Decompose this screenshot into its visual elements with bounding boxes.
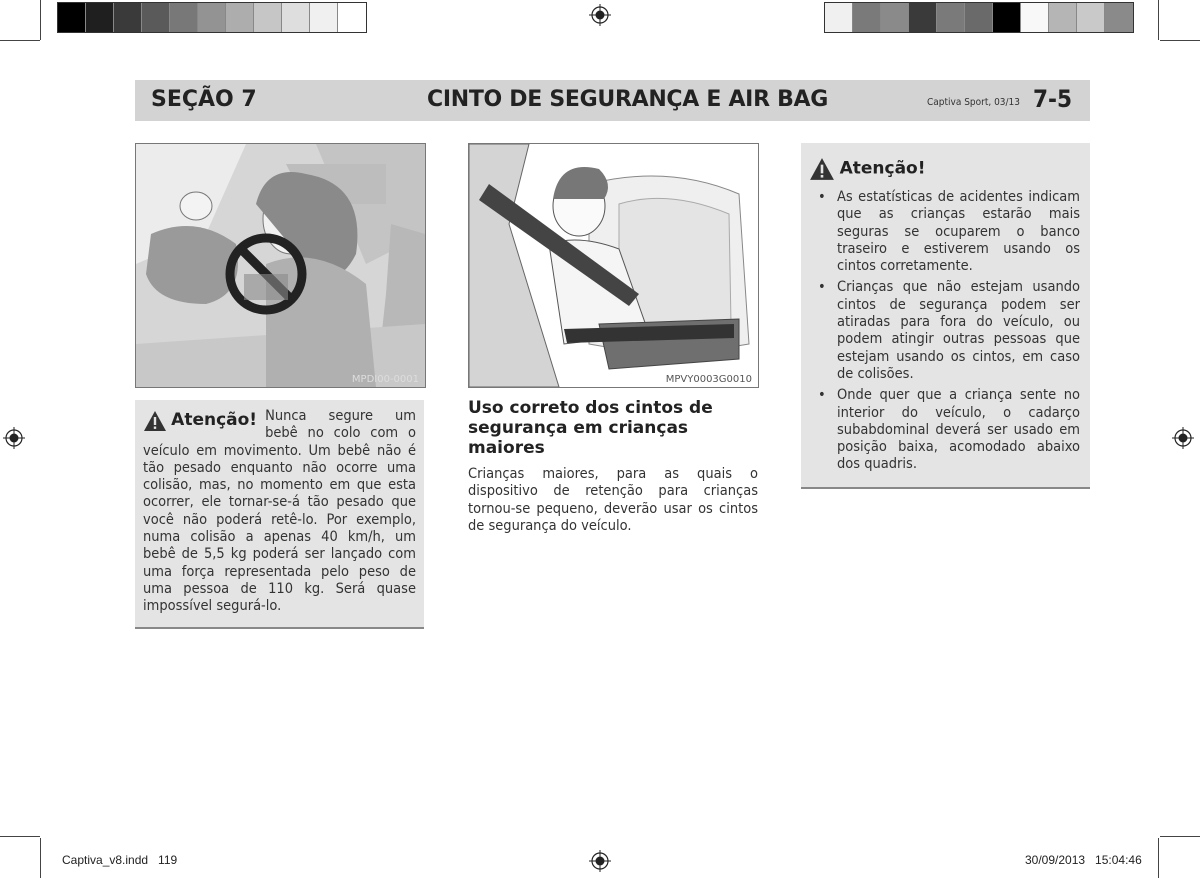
figure-code: MPVY0003G0010 <box>665 374 752 385</box>
list-item: • As estatísticas de acidentes indicam que as crianças estarão mais seguras se ocuparem o banco traseiro e estiverem usando os cintos corretamente. <box>809 189 1080 275</box>
footer-file: Captiva_v8.indd 119 <box>62 853 178 867</box>
page-title: CINTO DE SEGURANÇA E AIR BAG <box>427 87 829 112</box>
warning-title: Atenção! <box>839 158 926 179</box>
registration-mark-icon <box>589 4 611 26</box>
crop-mark <box>1160 40 1200 41</box>
figure-code: MPDI00-0001 <box>351 374 419 385</box>
crop-mark <box>1160 836 1200 837</box>
warning-heading <box>809 157 1080 181</box>
section-heading: Uso correto dos cintos de segurança em crianças maiores <box>468 398 713 458</box>
color-bar-left <box>57 2 367 33</box>
crop-mark <box>1158 838 1159 878</box>
section-label: SEÇÃO 7 <box>151 87 257 112</box>
section-paragraph: Crianças maiores, para as quais o dispositivo de retenção para crianças tornou-se pequeno, deverão usar os cintos de segurança do veículo. <box>468 466 758 534</box>
crop-mark <box>0 40 40 41</box>
illustration-child-seatbelt <box>468 143 759 388</box>
warning-title: Atenção! <box>171 410 258 430</box>
warning-box-children <box>801 143 1090 489</box>
warning-box-baby <box>135 400 424 629</box>
warning-body <box>143 408 416 616</box>
warning-list <box>809 189 1080 474</box>
crop-mark <box>40 838 41 878</box>
crop-mark <box>40 0 41 40</box>
registration-mark-icon <box>1172 427 1194 449</box>
warning-text: Nunca segure um bebê no colo com o veículo em movimento. Um bebê não é tão pesado enquanto não ocorre uma colisão, mas, no momento em que esta ocorrer, ele tornar-se-á tão pesado que você não poderá retê-lo. Por exemplo, numa colisão a apenas 40 km/h, um bebê de 5,5 kg poderá ser lançado com uma força representada pelo peso de uma pessoa de 110 kg. Será quase impossível segurá-lo. <box>143 408 416 615</box>
crop-mark <box>1158 0 1159 40</box>
registration-mark-icon <box>3 427 25 449</box>
list-item: • Onde quer que a criança sente no interior do veículo, o cadarço subabdominal deverá ser usado em posição baixa, acomodado abaixo dos quadris. <box>809 387 1080 473</box>
edition-label: Captiva Sport, 03/13 <box>926 97 1020 108</box>
warning-triangle-icon <box>809 157 835 181</box>
warning-heading <box>143 410 257 432</box>
warning-triangle-icon <box>143 410 167 432</box>
color-bar-right <box>824 2 1134 33</box>
baby-on-lap-drawing <box>136 144 425 387</box>
child-seatbelt-drawing <box>469 144 758 387</box>
registration-mark-icon <box>589 850 611 872</box>
footer-datetime: 30/09/2013 15:04:46 <box>1025 853 1142 867</box>
list-item: • Crianças que não estejam usando cintos de segurança podem ser atiradas para fora do veículo, ou podem atingir outras pessoas que estejam usando os cintos, em caso de colisões. <box>809 279 1080 383</box>
crop-mark <box>0 836 40 837</box>
illustration-baby-on-lap <box>135 143 426 388</box>
section-header <box>135 80 1090 121</box>
page-number: 7-5 <box>1032 85 1072 113</box>
